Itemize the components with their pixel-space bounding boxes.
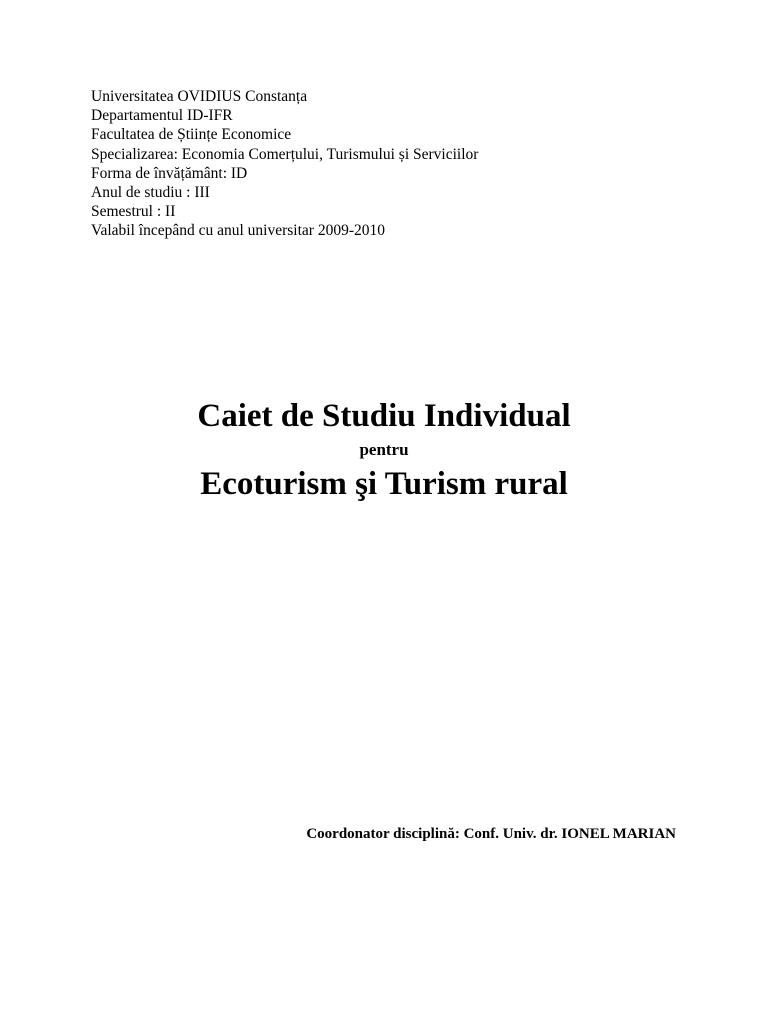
validity-note: Valabil începând cu anul universitar 2009-2010 [91, 222, 385, 240]
study-form: Forma de învățământ: ID [91, 164, 248, 182]
university-name: Universitatea OVIDIUS Constanța [91, 88, 308, 105]
course-title: Ecoturism şi Turism rural [200, 466, 568, 502]
semester: Semestrul : II [91, 203, 176, 221]
title-connector: pentru [359, 440, 409, 459]
document-title-block [0, 396, 768, 504]
faculty-name: Facultatea de Științe Economice [91, 126, 292, 144]
department-name: Departamentul ID-IFR [91, 107, 233, 125]
coordinator-line: Coordonator disciplină: Conf. Univ. dr. IONEL MARIAN [306, 826, 676, 842]
institution-header [91, 87, 478, 241]
document-title: Caiet de Studiu Individual [197, 398, 571, 434]
specialization: Specializarea: Economia Comerțului, Turismului și Serviciilor [91, 145, 479, 163]
study-year: Anul de studiu : III [91, 184, 210, 202]
